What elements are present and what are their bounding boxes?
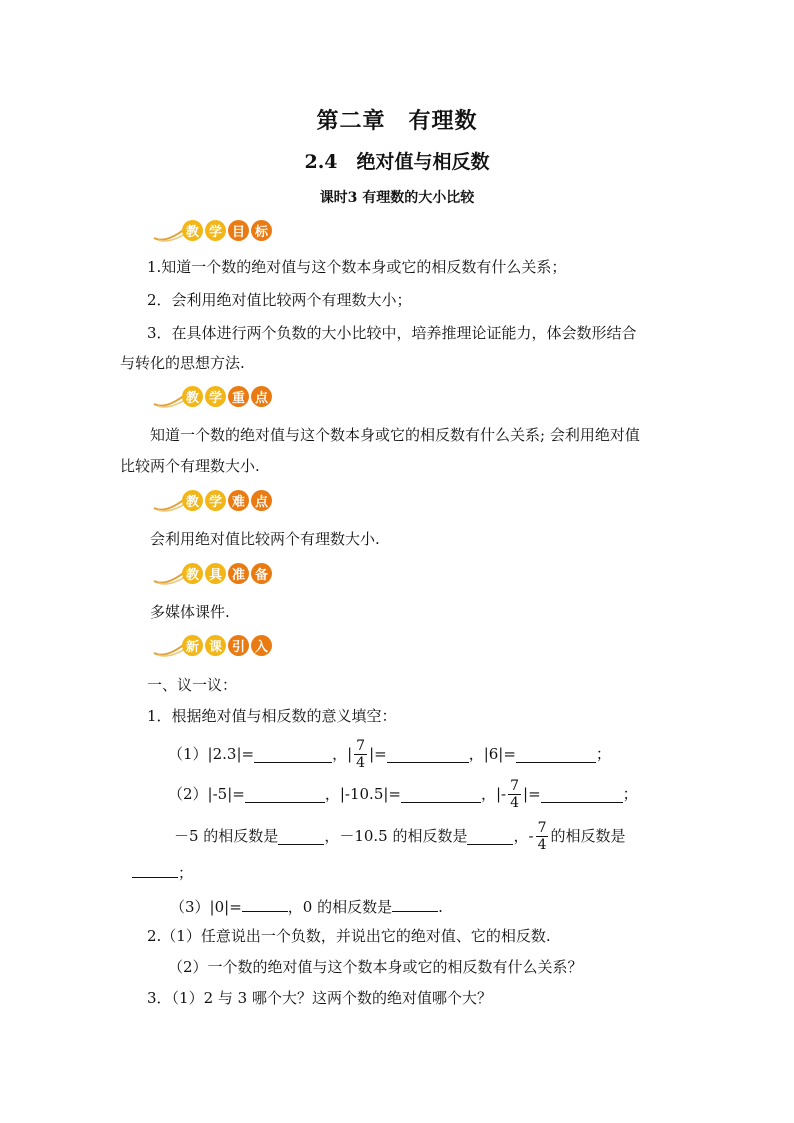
header-char: 标	[251, 220, 272, 241]
answer-blank[interactable]	[387, 746, 469, 763]
header-char: 点	[251, 386, 272, 407]
expr-text: .	[438, 898, 443, 916]
expr-text: |2.3|=	[207, 745, 255, 763]
expr-text: |-5|=	[207, 785, 245, 803]
expr-text: ，|-10.5|=	[324, 785, 401, 803]
fraction	[508, 778, 521, 811]
header-char: 教	[182, 490, 203, 511]
key-points-line-1: 知道一个数的绝对值与这个数本身或它的相反数有什么关系; 会利用绝对值	[150, 426, 640, 444]
header-char: 学	[205, 220, 226, 241]
expr-text: ；	[622, 785, 638, 803]
answer-blank[interactable]	[467, 828, 513, 845]
question-1-part-3	[170, 895, 443, 917]
difficulties-text: 会利用绝对值比较两个有理数大小.	[150, 530, 380, 548]
header-char: 目	[228, 220, 249, 241]
question-2-part-1: 2.（1）任意说出一个负数，并说出它的绝对值、它的相反数.	[147, 927, 551, 945]
question-1-part-1	[168, 733, 611, 775]
part-label: （2）	[168, 785, 208, 803]
chapter-title: 第二章 有理数	[316, 108, 478, 134]
goal-item-3-cont: 与转化的思想方法.	[120, 354, 245, 372]
expr-text: |0|=	[209, 898, 242, 916]
expr-text: ，|6|=	[468, 745, 516, 763]
answer-blank[interactable]	[245, 786, 325, 803]
header-char: 教	[182, 386, 203, 407]
goal-item-1: 1.知道一个数的绝对值与这个数本身或它的相反数有什么关系；	[147, 258, 567, 276]
header-char: 学	[205, 490, 226, 511]
fraction	[536, 820, 549, 853]
header-char: 入	[251, 635, 272, 656]
header-char: 点	[251, 490, 272, 511]
answer-blank[interactable]	[541, 786, 623, 803]
header-char: 备	[251, 563, 272, 584]
expr-text: －5 的相反数是	[174, 827, 279, 845]
expr-text: |=	[369, 745, 387, 763]
expr-text: ，-	[513, 827, 534, 845]
expr-text: ，|	[332, 745, 353, 763]
header-char: 学	[205, 386, 226, 407]
part-label: （1）	[168, 745, 208, 763]
answer-blank[interactable]	[392, 895, 438, 912]
answer-blank[interactable]	[132, 861, 178, 878]
header-char: 准	[228, 563, 249, 584]
header-char: 重	[228, 386, 249, 407]
answer-blank[interactable]	[278, 828, 324, 845]
expr-text: ，0 的相反数是	[287, 898, 393, 916]
goal-item-3: 3．在具体进行两个负数的大小比较中，培养推理论证能力，体会数形结合	[147, 324, 637, 342]
expr-text: ；	[178, 864, 194, 882]
key-points-line-2: 比较两个有理数大小.	[120, 457, 260, 475]
header-char: 具	[205, 563, 226, 584]
fraction-denominator: 4	[356, 754, 366, 771]
expr-text: |=	[523, 785, 541, 803]
fraction-numerator: 7	[356, 737, 366, 754]
opposite-numbers-row	[174, 815, 626, 857]
expr-text: 的相反数是	[550, 827, 626, 845]
header-char: 课	[205, 635, 226, 656]
opposite-numbers-row-cont	[132, 861, 193, 883]
section-title: 2.4 绝对值与相反数	[304, 151, 490, 173]
fraction-denominator: 4	[510, 794, 520, 811]
fraction-numerator: 7	[510, 777, 520, 794]
fraction-denominator: 4	[537, 836, 547, 853]
part-label: （3）	[170, 898, 210, 916]
question-1: 1．根据绝对值与相反数的意义填空：	[147, 707, 397, 725]
question-2-part-2: （2）一个数的绝对值与这个数本身或它的相反数有什么关系？	[168, 958, 583, 976]
lesson-title: 课时3 有理数的大小比较	[319, 190, 475, 206]
header-char: 教	[182, 220, 203, 241]
answer-blank[interactable]	[254, 746, 332, 763]
fraction-numerator: 7	[537, 819, 547, 836]
expr-text: ，－10.5 的相反数是	[324, 827, 468, 845]
intro-heading: 一、议一议：	[147, 676, 238, 694]
expr-text: ；	[595, 745, 611, 763]
expr-text: ，|-	[481, 785, 507, 803]
goal-item-2: 2．会利用绝对值比较两个有理数大小；	[147, 291, 412, 309]
answer-blank[interactable]	[242, 895, 288, 912]
answer-blank[interactable]	[401, 786, 481, 803]
prep-text: 多媒体课件.	[150, 603, 230, 621]
answer-blank[interactable]	[516, 746, 596, 763]
header-char: 引	[228, 635, 249, 656]
header-char: 难	[228, 490, 249, 511]
header-char: 新	[182, 635, 203, 656]
header-char: 教	[182, 563, 203, 584]
question-3-part-1: 3．（1）2 与 3 哪个大？这两个数的绝对值哪个大？	[147, 989, 492, 1007]
question-1-part-2	[168, 773, 638, 815]
fraction	[354, 738, 367, 771]
